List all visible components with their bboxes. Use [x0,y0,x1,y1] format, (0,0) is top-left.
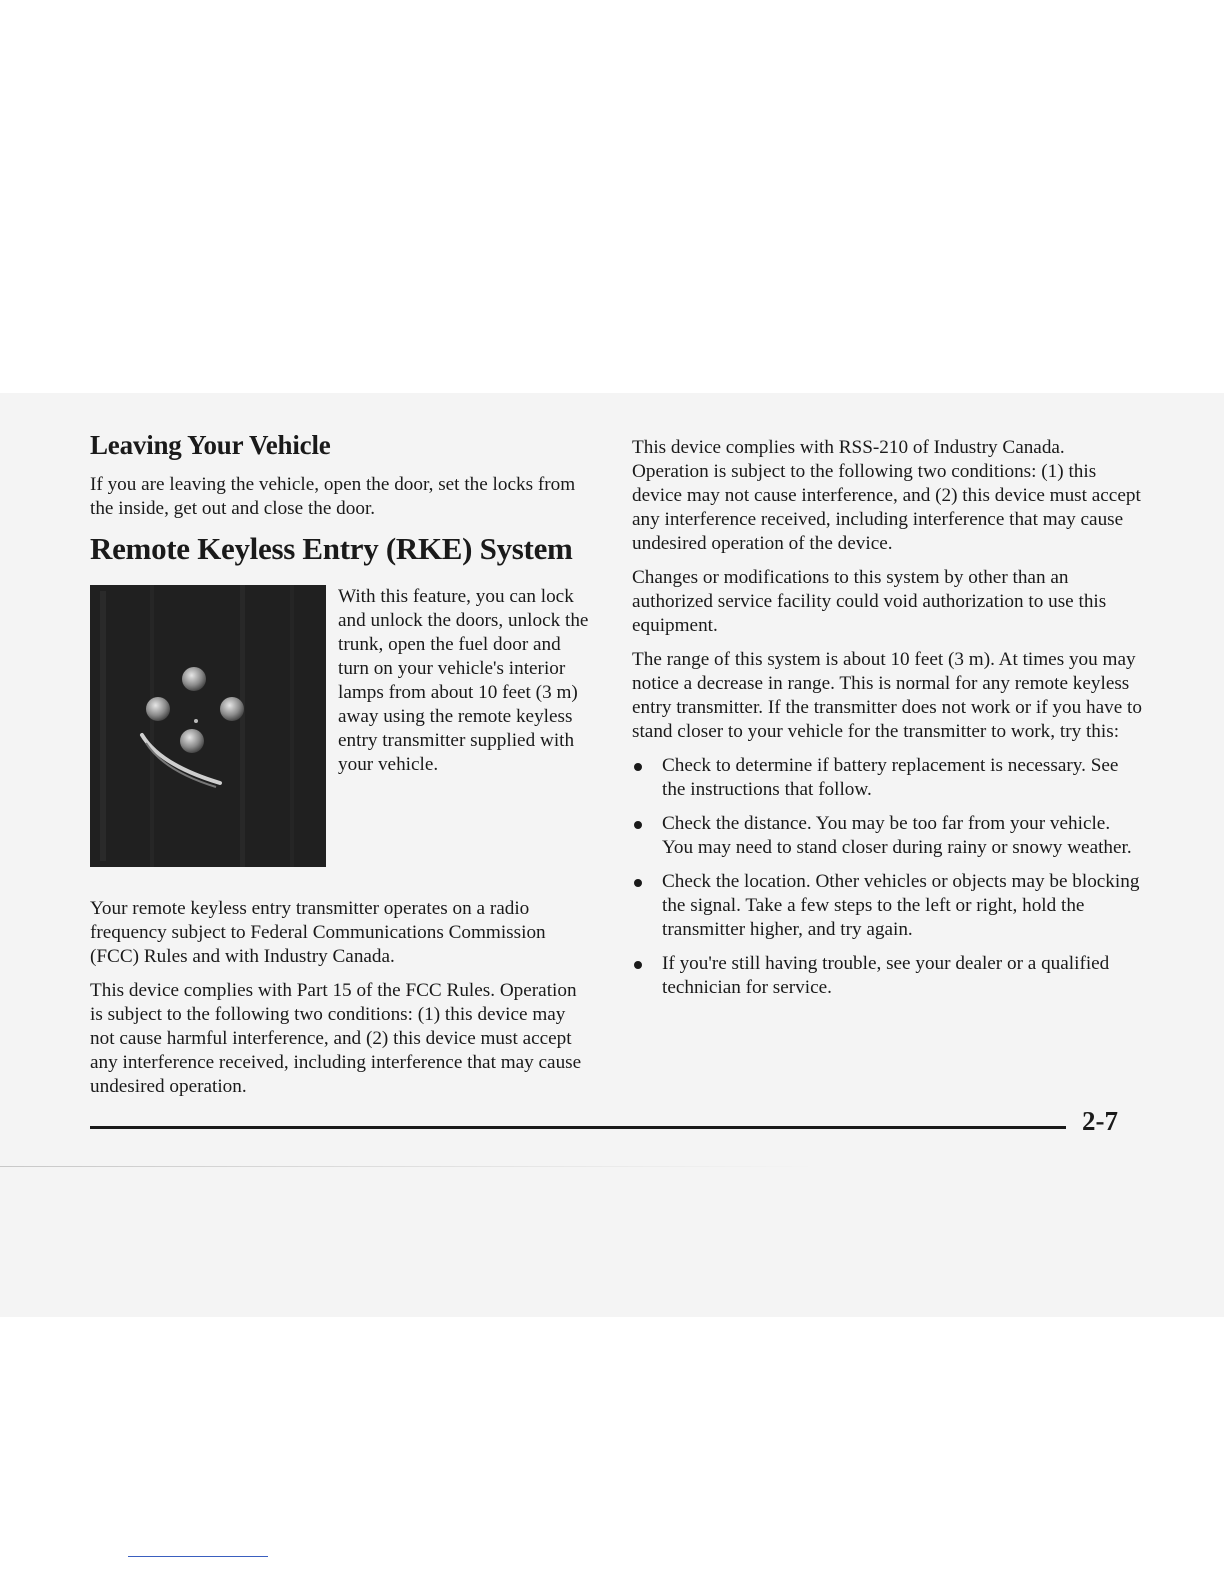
leaving-vehicle-heading: Leaving Your Vehicle [90,430,331,460]
bullet-dot-icon [634,961,642,969]
bullet-text: If you're still having trouble, see your dealer or a qualified technician for service. [662,953,1110,998]
bullet-dot-icon [634,879,642,887]
scan-edge-line [0,1166,820,1167]
rke-system-heading: Remote Keyless Entry (RKE) System [90,531,573,566]
right-column [632,436,1142,1010]
lock-button-icon [146,697,170,721]
leaving-vehicle-paragraph: If you are leaving the vehicle, open the door, set the locks from the inside, get out and close the door. [90,474,576,519]
unlock-button-icon [182,667,206,691]
fcc-frequency-paragraph: Your remote keyless entry transmitter operates on a radio frequency subject to Federal Communications Commission (FCC) Rules and with Industry Canada. [90,898,546,967]
bullet-dot-icon [634,763,642,771]
transmitter-illustration [90,585,326,867]
trunk-button-icon [220,697,244,721]
list-item [632,812,1142,860]
troubleshooting-list [632,754,1142,1000]
left-column [90,430,590,1109]
fuel-door-button-icon [180,729,204,753]
bullet-text: Check to determine if battery replacement is necessary. See the instructions that follow. [662,755,1119,800]
bullet-text: Check the distance. You may be too far from your vehicle. You may need to stand closer during rainy or snowy weather. [662,813,1132,858]
list-item [632,754,1142,802]
rke-feature-paragraph: With this feature, you can lock and unlock the doors, unlock the trunk, open the fuel door and turn on your vehicle's interior lamps from about 10 feet (3 m) away using the remote keyless entry transmitter supplied with your vehicle. [338,586,589,775]
page-number: 2-7 [1082,1106,1118,1136]
feature-block [90,585,590,875]
bullet-text: Check the location. Other vehicles or objects may be blocking the signal. Take a few steps to the left or right, hold the transmitter higher, and try again. [662,871,1140,940]
bullet-dot-icon [634,821,642,829]
list-item [632,870,1142,942]
footer-rule [90,1126,1066,1129]
keyless-transmitter-photo [90,585,326,867]
modifications-paragraph: Changes or modifications to this system by other than an authorized service facility could void authorization to use this equipment. [632,567,1107,636]
fcc-part15-paragraph: This device complies with Part 15 of the FCC Rules. Operation is subject to the following two conditions: (1) this device may not cause harmful interference, and (2) this device must accept any interference received, including interference that may cause undesired operation. [90,980,582,1097]
bottom-link-underline [128,1556,268,1557]
list-item [632,952,1142,1000]
rss210-paragraph: This device complies with RSS-210 of Industry Canada. Operation is subject to the following two conditions: (1) this device may not cause interference, and (2) this device must accept any interference received, including interference that may cause undesired operation of the device. [632,437,1141,554]
range-paragraph: The range of this system is about 10 feet (3 m). At times you may notice a decrease in range. This is normal for any remote keyless entry transmitter. If the transmitter does not work or if you have to stand closer to your vehicle for the transmitter to work, try this: [632,649,1142,742]
